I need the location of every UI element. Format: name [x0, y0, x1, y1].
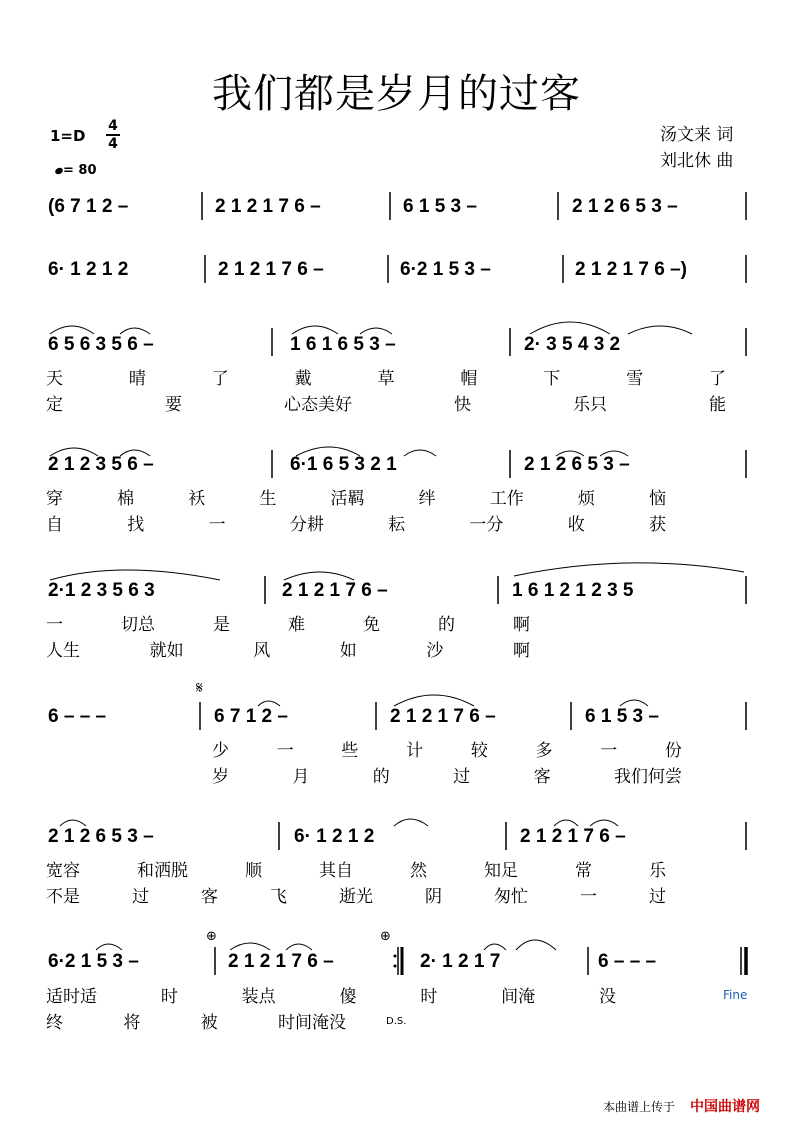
- measure: 2· 1 2 1 7: [420, 951, 501, 972]
- coda-icon: ⊕: [206, 929, 217, 944]
- notation-line-3: [48, 322, 746, 356]
- lyricist-credit: 汤文来 词: [660, 125, 734, 145]
- notation-line-7: [48, 819, 746, 850]
- page-title: 我们都是岁月的过客: [212, 71, 581, 117]
- measure: 2·1 2 3 5 6 3: [48, 580, 155, 601]
- time-signature-top: 4: [108, 118, 118, 134]
- measure: 2 1 2 6 5 3 –: [524, 454, 630, 475]
- measure: 1 6 1 6 5 3 –: [290, 334, 396, 355]
- measure: 6·2 1 5 3 –: [48, 951, 139, 972]
- measure: 2 1 2 1 7 6 –: [520, 826, 626, 847]
- notation-line-2: [48, 255, 746, 283]
- fine-marking: Fine: [723, 988, 748, 1002]
- measure: 2 1 2 1 7 6 –: [228, 951, 334, 972]
- measure: 6· 1 2 1 2: [48, 259, 129, 280]
- lyric-row-6a: 少 一 些 计 较 多 一 份: [212, 741, 682, 761]
- notation-line-1: [48, 192, 746, 220]
- measure: 2 1 2 1 7 6 –: [282, 580, 388, 601]
- composer-credit: 刘北休 曲: [660, 151, 734, 171]
- measure: 6 – – –: [48, 706, 107, 727]
- key-signature: 1=D: [50, 127, 86, 145]
- lyric-row-5b: 人生 就如 风 如 沙 啊: [46, 641, 530, 661]
- measure: 2 1 2 1 7 6 –: [390, 706, 496, 727]
- lyric-row-8a: 适时适 时 装点 傻 时 间淹 没: [46, 987, 616, 1007]
- measure: 2 1 2 1 7 6 –): [575, 259, 687, 280]
- lyric-row-6b: 岁 月 的 过 客 我们何尝: [212, 767, 682, 787]
- measure: 6 1 5 3 –: [403, 196, 477, 217]
- measure: 6 1 5 3 –: [585, 706, 659, 727]
- lyric-row-5a: 一 切总 是 难 免 的 啊: [46, 615, 530, 635]
- site-logo[interactable]: 中国曲谱网: [690, 1099, 760, 1115]
- measure: 2 1 2 3 5 6 –: [48, 454, 154, 475]
- measure: 2 1 2 1 7 6 –: [218, 259, 324, 280]
- lyric-row-4b: 自 找 一 分耕 耘 一分 收 获: [46, 515, 666, 535]
- measure: 6· 1 2 1 2: [294, 826, 375, 847]
- measure: 6 – – –: [598, 951, 657, 972]
- coda-icon: ⊕: [380, 929, 391, 944]
- measure: 6 7 1 2 –: [214, 706, 288, 727]
- measure: 2· 3 5 4 3 2: [524, 334, 621, 355]
- lyric-row-8b: 终 将 被 时间淹没: [46, 1013, 346, 1033]
- notation-line-8: [48, 929, 746, 975]
- notation-line-5: [48, 563, 746, 604]
- measure: 6·1 6 5 3 2 1: [290, 454, 397, 475]
- measure: 2 1 2 6 5 3 –: [48, 826, 154, 847]
- measure: 1 6 1 2 1 2 3 5: [512, 580, 634, 601]
- lyric-row-3a: 天 晴 了 戴 草 帽 下 雪 了: [46, 369, 726, 389]
- lyric-row-4a: 穿 棉 袄 生 活羁 绊 工作 烦 恼: [46, 489, 666, 509]
- ds-marking: D.S.: [386, 1016, 407, 1027]
- segno-icon: 𝄋: [196, 678, 203, 697]
- lyric-row-7a: 宽容 和洒脱 顺 其自 然 知足 常 乐: [46, 861, 666, 881]
- notation-line-4: [48, 447, 746, 478]
- lyric-row-3b: 定 要 心态美好 快 乐只 能: [46, 395, 726, 415]
- measure: 2 1 2 1 7 6 –: [215, 196, 321, 217]
- measure: (6 7 1 2 –: [48, 196, 129, 217]
- footer-text: 本曲谱上传于: [603, 1100, 676, 1114]
- measure: 6 5 6 3 5 6 –: [48, 334, 154, 355]
- notation-line-6: [48, 678, 746, 730]
- lyric-row-7b: 不是 过 客 飞 逝光 阴 匆忙 一 过: [46, 887, 666, 907]
- time-signature-bottom: 4: [106, 134, 120, 152]
- measure: 6·2 1 5 3 –: [400, 259, 491, 280]
- measure: 2 1 2 6 5 3 –: [572, 196, 678, 217]
- tempo-marking: = 80: [55, 163, 97, 178]
